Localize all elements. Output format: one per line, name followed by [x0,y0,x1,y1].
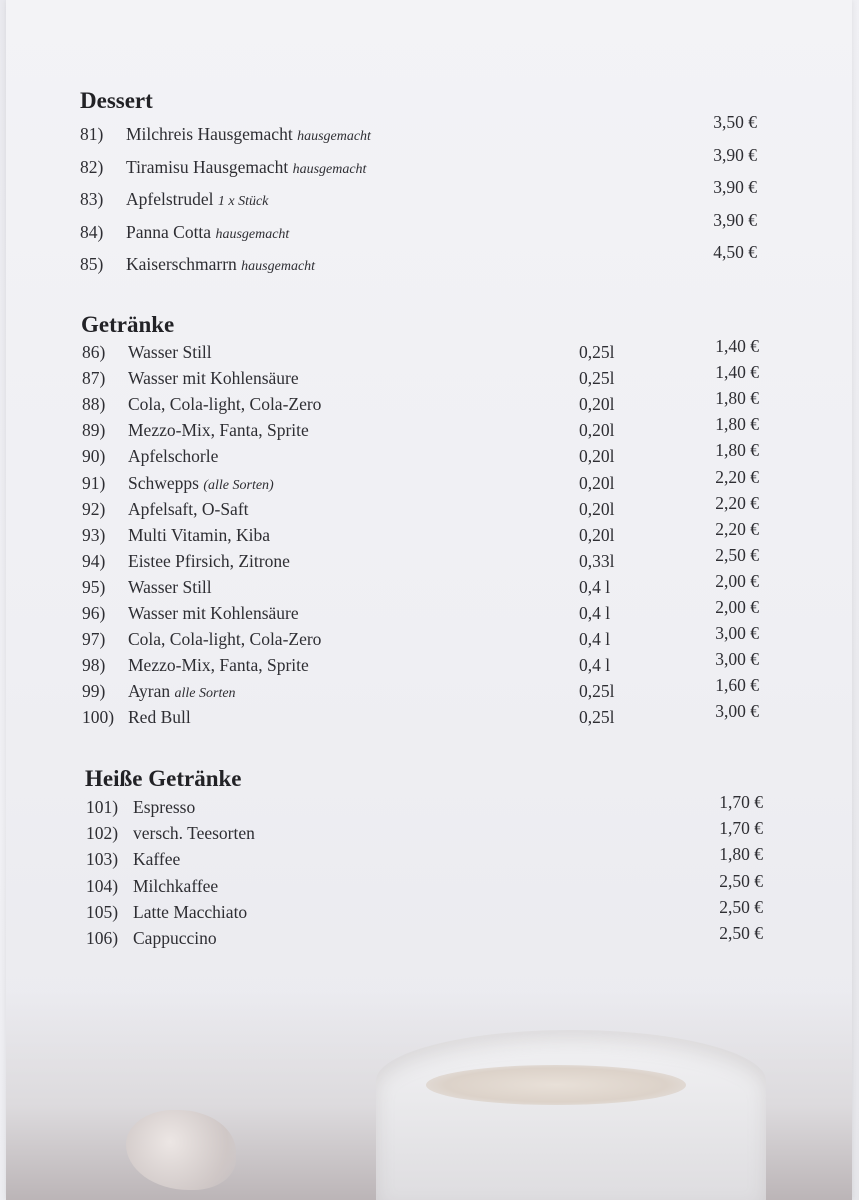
menu-item-row [82,466,802,499]
item-name [133,849,180,870]
item-number: 87) [82,368,106,389]
item-price: 2,50 € [715,544,759,565]
item-price: 3,00 € [715,701,759,722]
menu-item-row [80,144,800,183]
item-price: 2,20 € [715,492,759,513]
item-name-text: Multi Vitamin, Kiba [128,524,271,545]
menu-item-row [86,923,806,954]
item-name [126,189,268,210]
menu-item-row [82,623,802,655]
item-price: 1,70 € [719,792,763,812]
item-price: 1,80 € [715,440,759,461]
item-name-text: Red Bull [128,707,191,728]
item-number: 90) [82,446,106,467]
item-price: 2,20 € [715,518,759,539]
item-note: alle Sorten [174,686,236,702]
item-price: 3,90 € [713,177,757,197]
item-name [133,876,218,897]
item-name [126,222,289,243]
item-note: hausgemacht [297,129,371,144]
menu-item-row [82,570,802,603]
menu-item-row [82,336,802,368]
item-name-text: Cola, Cola-light, Cola-Zero [128,394,322,415]
item-name [128,394,321,415]
item-price: 1,80 € [715,388,759,409]
item-number: 101) [86,797,119,817]
item-name [133,902,247,923]
menu-item-row [82,675,802,707]
item-name-text: Schwepps [128,472,199,493]
item-price: 1,80 € [719,844,763,865]
item-number: 81) [80,124,104,144]
item-name-text: Panna Cotta [126,221,212,242]
item-number: 103) [86,849,119,870]
menu-item-row [82,544,802,577]
item-name-text: versch. Teesorten [133,823,255,844]
menu-item-row [80,177,800,215]
item-name [128,420,309,441]
item-name-text: Espresso [133,797,196,817]
item-number: 106) [86,928,119,948]
item-price: 2,50 € [719,870,763,891]
item-name [128,446,218,467]
item-number: 86) [82,342,106,362]
item-price: 2,00 € [715,570,759,591]
item-price: 3,00 € [715,623,759,644]
item-number: 100) [82,707,115,728]
item-name-text: Apfelsaft, O-Saft [128,498,249,519]
item-number: 98) [82,655,106,676]
item-volume: 0,33l [579,550,615,571]
item-price: 1,40 € [715,362,759,383]
item-volume: 0,20l [579,394,615,415]
item-number: 104) [86,875,119,896]
item-name-text: Wasser Still [128,576,212,597]
item-price: 3,90 € [713,209,757,230]
item-number: 88) [82,394,106,415]
item-name [126,157,366,178]
item-name-text: Kaiserschmarrn [126,254,237,274]
item-price: 1,80 € [715,414,759,435]
item-volume: 0,25l [579,342,615,362]
menu-item-row [82,440,802,472]
item-volume: 0,4 l [579,629,611,650]
item-name-text: Milchreis Hausgemacht [126,124,293,144]
item-name-text: Ayran [128,681,171,702]
item-note: 1 x Stück [217,194,269,209]
item-number: 91) [82,472,106,493]
menu-item-row [82,701,802,733]
item-name-text: Mezzo-Mix, Fanta, Sprite [128,655,309,676]
coffee-cup-image [376,1030,766,1200]
item-name [128,551,290,572]
item-number: 82) [80,156,104,177]
item-number: 84) [80,221,104,242]
item-price: 3,00 € [715,649,759,670]
item-name-text: Eistee Pfirsich, Zitrone [128,550,290,571]
item-price: 2,50 € [719,923,763,943]
item-name-text: Latte Macchiato [133,901,248,922]
item-name-text: Mezzo-Mix, Fanta, Sprite [128,420,309,441]
item-price: 4,50 € [713,242,757,262]
menu-item-row [82,597,802,629]
item-number: 105) [86,901,119,922]
item-price: 2,50 € [719,896,763,917]
item-name-text: Kaffee [133,849,181,870]
item-volume: 0,20l [579,472,615,493]
item-name [128,655,309,676]
item-name-text: Milchkaffee [133,875,219,896]
item-note: hausgemacht [215,226,290,242]
item-name-text: Wasser mit Kohlensäure [128,603,299,623]
menu-item-row [80,112,800,150]
item-name [128,603,299,624]
section-title-dessert: Dessert [80,88,153,113]
item-number: 99) [82,681,106,702]
item-name-text: Wasser mit Kohlensäure [128,368,299,389]
item-note: (alle Sorten) [203,477,274,493]
item-number: 89) [82,420,106,441]
item-volume: 0,20l [579,498,615,519]
item-volume: 0,4 l [579,655,611,676]
item-number: 93) [82,524,106,545]
item-name [128,368,299,389]
section-title-getraenke: Getränke [81,312,175,337]
item-number: 85) [80,254,104,274]
item-price: 1,40 € [715,336,759,356]
item-note: hausgemacht [241,259,316,274]
item-name [128,499,249,520]
item-number: 95) [82,576,106,597]
item-volume: 0,25l [579,681,615,702]
item-price: 3,90 € [713,144,757,165]
item-name-text: Wasser Still [128,342,212,362]
item-name [128,342,212,363]
menu-item-row [82,649,802,681]
item-volume: 0,4 l [579,603,611,623]
item-volume: 0,25l [579,368,615,389]
item-note: hausgemacht [292,161,367,177]
menu-item-row [82,414,802,446]
item-number: 96) [82,603,106,623]
item-name [133,928,217,949]
item-name [128,629,321,650]
item-number: 102) [86,823,119,844]
menu-item-row [80,209,800,248]
item-volume: 0,20l [579,420,615,441]
item-name [128,473,274,494]
item-number: 92) [82,498,106,519]
item-volume: 0,25l [579,707,615,728]
item-name-text: Tiramisu Hausgemacht [126,156,289,177]
item-name [128,525,270,546]
item-name-text: Apfelschorle [128,446,219,467]
item-name-text: Cola, Cola-light, Cola-Zero [128,629,322,650]
item-name-text: Apfelstrudel [126,189,214,209]
coffee-foam [426,1065,686,1105]
item-name [128,707,191,728]
section-title-heisse-getraenke: Heiße Getränke [85,766,242,791]
item-price: 1,60 € [715,675,759,696]
item-name [126,254,315,275]
item-price: 3,50 € [713,112,757,132]
item-number: 94) [82,550,106,571]
menu-item-row [82,518,802,551]
item-name [133,823,255,844]
menu-item-row [86,792,806,823]
item-price: 1,70 € [719,818,763,839]
item-name [126,124,371,145]
item-name [133,797,195,818]
item-price: 2,00 € [715,597,759,617]
menu-item-row [80,242,800,280]
item-name-text: Cappuccino [133,928,217,948]
item-name [128,681,236,702]
menu-item-row [82,388,802,420]
item-volume: 0,20l [579,446,615,467]
menu-item-row [82,362,802,394]
item-name [128,577,212,598]
menu-item-row [86,844,806,875]
menu-item-row [86,870,806,902]
item-number: 83) [80,189,104,209]
item-volume: 0,4 l [579,576,611,597]
item-price: 2,20 € [715,466,759,487]
menu-item-row [86,818,806,849]
item-number: 97) [82,629,106,650]
menu-item-row [82,492,802,525]
item-volume: 0,20l [579,524,615,545]
menu-item-row [86,896,806,928]
